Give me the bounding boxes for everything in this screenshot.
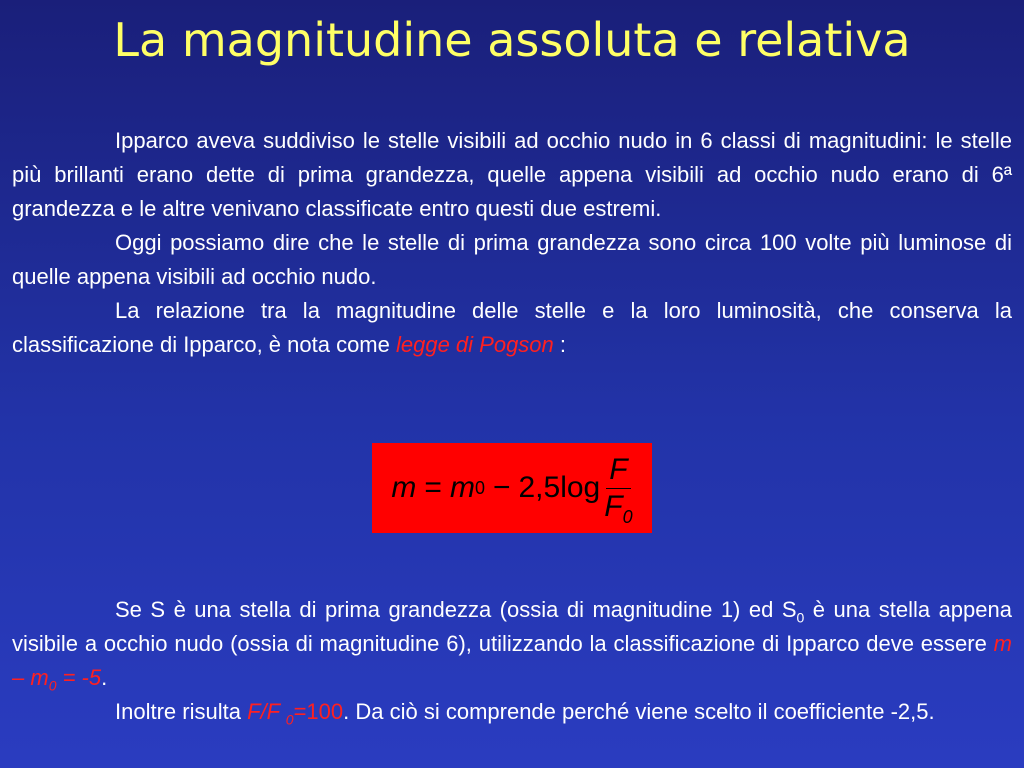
paragraph-pogson [12,294,1012,362]
formula-coefficient: 2,5log [518,471,601,504]
formula-denominator: $F_0$ [604,489,633,527]
pogson-formula-box: m = m 0 − 2,5log $\frac{F}{F_0}$ [372,443,652,533]
slide-title: La magnitudine assoluta e relativa [113,13,911,67]
formula-equals: = [424,471,442,504]
formula-minus: − [492,471,511,504]
pogson-law-highlight: legge di Pogson [395,332,554,357]
intro-text-block [12,124,1012,362]
magnitude-difference-highlight: $m - m_0 = -5$ [12,631,1012,694]
paragraph-example: Se S è una stella di prima grandezza (ossia di magnitudine 1) ed $S_0$ è una stella appena visibile a occhio nudo (ossia di magnitudine 6), utilizzando la classificazione di Ipparco deve essere $m - m_0 = -5$. [12,597,1012,694]
paragraph-luminosity: Oggi possiamo dire che le stelle di prima grandezza sono circa 100 volte più luminose di quelle appena visibili ad occhio nudo. [12,230,1012,289]
formula-fraction [604,452,632,525]
flux-ratio-highlight: F/F $_0$=100 [247,699,344,728]
paragraph-coefficient: Inoltre risulta F/F $_0$=100. Da ciò si comprende perché viene scelto il coefficiente -2,5. [115,699,935,728]
formula-numerator: F [606,452,630,489]
pogson-text: La relazione tra la magnitudine delle stelle e la loro luminosità, che conserva la classificazione di Ipparco, è nota come [12,298,1012,357]
formula-den-sub: 0 [622,506,633,527]
conclusion-text-block [12,593,1012,729]
formula-m0: m [449,471,475,504]
pogson-colon: : [553,332,567,357]
paragraph-ipparco: Ipparco aveva suddiviso le stelle visibili ad occhio nudo in 6 classi di magnitudini: le stelle più brillanti erano dette di prima grandezza, quelle appena visibili ad occhio nudo erano di 6ª grandezza e le altre venivano classificate entro questi due estremi. [12,128,1012,221]
s0-subscript: 0 [796,609,805,626]
formula-m: m [391,471,417,504]
